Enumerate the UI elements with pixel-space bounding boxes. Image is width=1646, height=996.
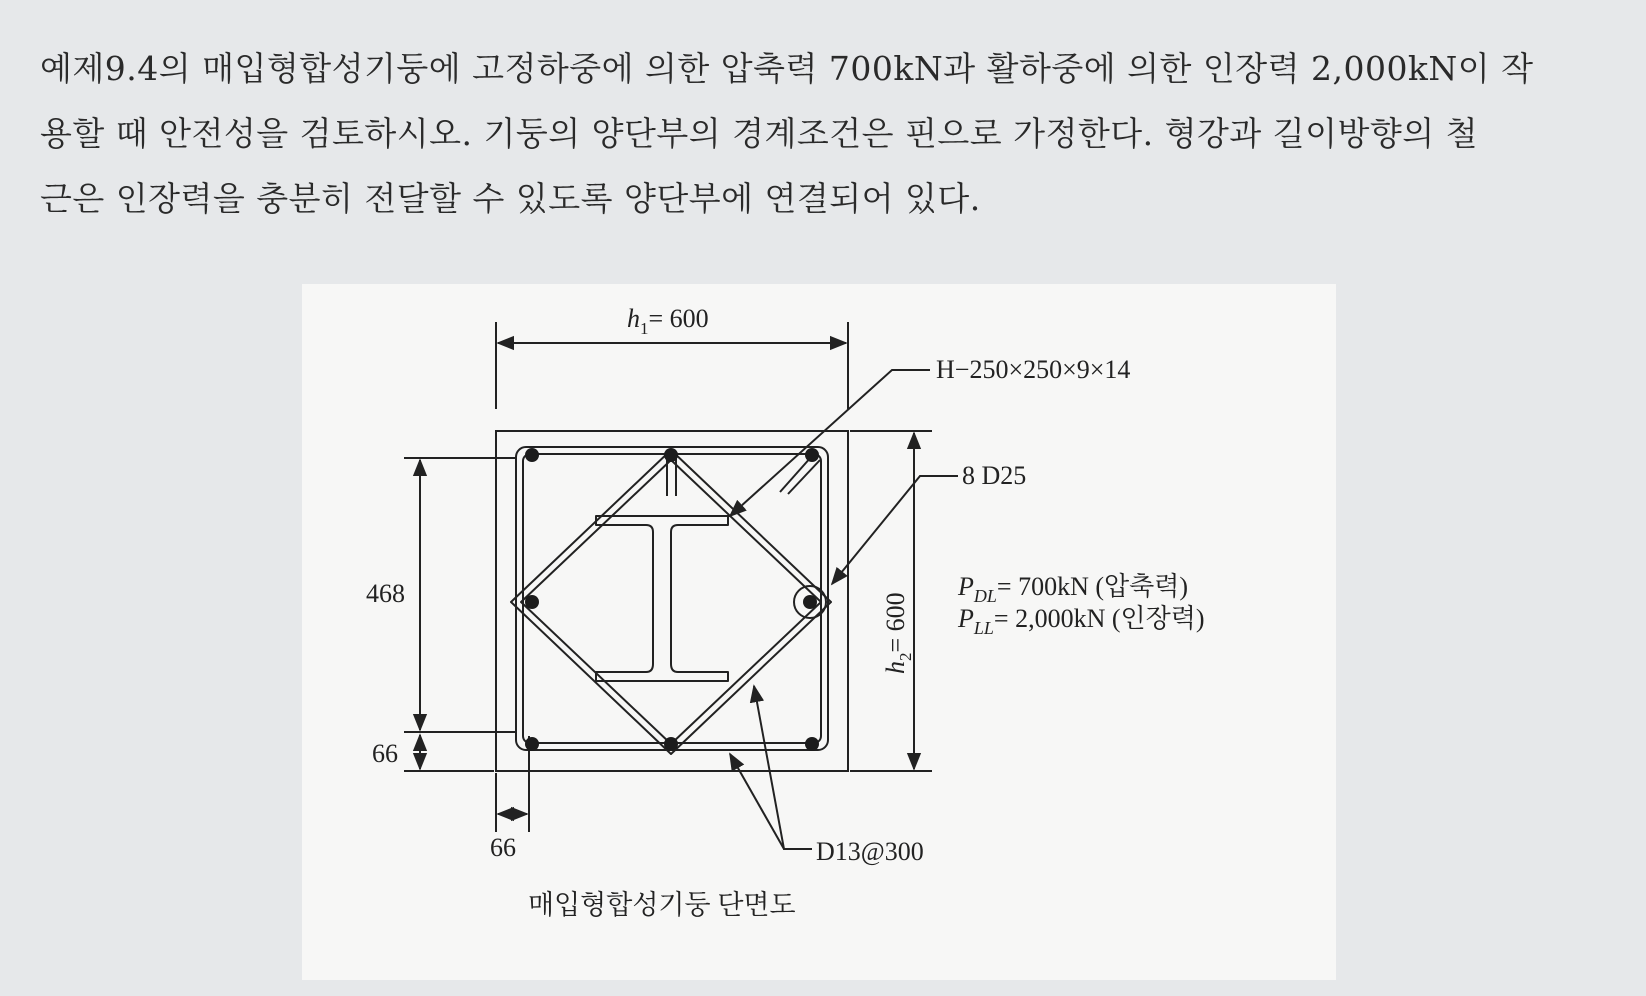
dim-66-left-label: 66 — [372, 739, 398, 768]
problem-line-2: 용할 때 안전성을 검토하시오. 기둥의 양단부의 경계조건은 핀으로 가정한다. 형강과 길이방향의 철 — [40, 114, 1478, 153]
load-live: $P_{LL}= 2,000kN$ (인장력) — [958, 604, 1205, 638]
figure-caption: 매입형합성기둥 단면도 — [528, 890, 796, 920]
h-steel-section — [596, 516, 728, 681]
h1-label: $h_1= 600$ — [627, 304, 709, 338]
rebar-dot — [664, 448, 678, 462]
problem-line-3: 근은 인장력을 충분히 전달할 수 있도록 양단부에 연결되어 있다. — [40, 179, 981, 218]
steel-leader — [730, 370, 930, 516]
problem-line-1: 예제9.4의 매입형합성기둥에 고정하중에 의한 압축력 700kN과 활하중에 의한 인장력 2,000kN이 작 — [40, 49, 1534, 88]
steel-section-label: H−250×250×9×14 — [936, 355, 1131, 384]
dim-66-bottom-label: 66 — [490, 833, 516, 862]
rebar-label: 8 D25 — [962, 461, 1027, 490]
rebar-dot — [805, 737, 819, 751]
rebar-dot — [803, 595, 817, 609]
rebar-dot — [525, 737, 539, 751]
rebar-dot — [525, 448, 539, 462]
rebar-leader — [832, 476, 958, 584]
load-dead: $P_{DL}= 700kN$ (압축력) — [958, 572, 1189, 606]
dim-468-label: 468 — [366, 579, 405, 608]
rebar-dot — [805, 448, 819, 462]
tie-leader-a — [754, 686, 812, 849]
tie-label: D13@300 — [816, 837, 924, 866]
problem-statement — [40, 36, 1620, 231]
cross-section-drawing — [302, 284, 1336, 980]
cross-section-figure — [302, 284, 1336, 980]
rebar-dot — [525, 595, 539, 609]
rebar-dot — [664, 737, 678, 751]
h2-label: $h_2= 600$ — [881, 592, 915, 674]
